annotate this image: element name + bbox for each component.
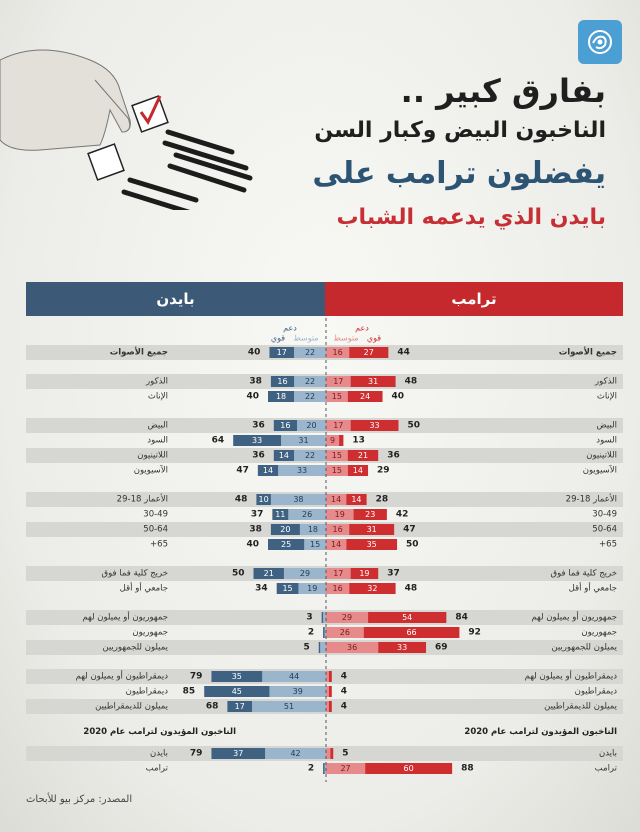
trump-row-label: الأعمار 18-29 <box>565 494 617 505</box>
trump-total-label: 42 <box>395 509 409 520</box>
biden-total-label: 79 <box>189 748 203 759</box>
biden-strong-label: 25 <box>281 540 292 549</box>
trump-header: ترامب <box>325 282 623 316</box>
biden-strong-label: 35 <box>231 672 242 681</box>
trump-strong-label: 66 <box>406 628 417 637</box>
trump-row-label: 30-49 <box>592 509 617 520</box>
biden-row-label: جامعي أو أقل <box>119 583 168 594</box>
biden-lean-label: 26 <box>302 510 313 519</box>
trump-strong-bar <box>329 671 332 682</box>
trump-lean-label: 14 <box>331 540 342 549</box>
trump-lean-label: 29 <box>341 613 353 622</box>
trump-lean-label: 15 <box>331 392 342 401</box>
biden-total-label: 38 <box>249 524 262 535</box>
trump-strong-label: 35 <box>366 540 377 549</box>
biden-total-label: 40 <box>247 347 261 358</box>
biden-total-label: 85 <box>182 686 196 697</box>
biden-row-label: جمهوريون <box>132 627 168 638</box>
trump-row-label: ديمقراطيون أو يميلون لهم <box>524 671 617 682</box>
trump-lean-label: 16 <box>332 348 343 357</box>
biden-total-label: 36 <box>252 420 265 431</box>
section2-title-trump: الناخبون المؤيدون لترامب عام 2020 <box>464 727 617 737</box>
trump-total-label: 4 <box>340 686 348 697</box>
trump-strong-label: 21 <box>357 451 369 460</box>
biden-row-label: الآسيويون <box>133 465 168 476</box>
biden-row-label: يميلون للديمقراطيين <box>95 701 168 712</box>
trump-row-label: خريج كلية فما فوق <box>550 568 617 579</box>
trump-total-label: 4 <box>340 701 348 712</box>
trump-total-label: 84 <box>455 612 468 623</box>
biden-strong-label: 21 <box>263 569 274 578</box>
biden-total-label: 37 <box>250 509 264 520</box>
biden-row-label: ترامب <box>145 763 168 774</box>
biden-total-label: 47 <box>236 465 249 476</box>
trump-strong-label: 24 <box>360 392 371 401</box>
biden-row-label: جميع الأصوات <box>109 347 168 358</box>
biden-row-label: السود <box>147 435 168 446</box>
trump-strong-label: 23 <box>365 510 376 519</box>
trump-legend-lean: متوسط <box>333 333 359 343</box>
trump-row-label: 65+ <box>599 539 617 550</box>
trump-lean-label: 17 <box>333 421 344 430</box>
biden-strong-label: 11 <box>275 510 286 519</box>
trump-lean-label: 15 <box>331 451 342 460</box>
trump-total-label: 40 <box>391 391 405 402</box>
biden-lean-label: 22 <box>304 377 316 386</box>
trump-strong-bar <box>339 435 343 446</box>
trump-lean-label: 16 <box>332 584 343 593</box>
trump-strong-label: 27 <box>363 348 374 357</box>
source-note: المصدر: مركز بيو للأبحاث <box>26 794 133 805</box>
trump-total-label: 50 <box>406 539 419 550</box>
biden-strong-label: 37 <box>233 749 244 758</box>
biden-strong-label: 15 <box>282 584 293 593</box>
biden-strong-label: 45 <box>231 687 242 696</box>
biden-lean-label: 15 <box>310 540 321 549</box>
biden-row-label: 30-49 <box>143 509 168 520</box>
biden-strong-label: 14 <box>262 466 274 475</box>
biden-total-label: 2 <box>307 627 315 638</box>
biden-total-label: 5 <box>303 642 310 653</box>
trump-strong-label: 32 <box>367 584 378 593</box>
trump-row-label: ديمقراطيون <box>574 686 617 697</box>
trump-legend-strong: قوي <box>366 333 382 343</box>
biden-strong-label: 33 <box>252 436 263 445</box>
trump-lean-label: 17 <box>333 569 344 578</box>
biden-row-label: ديمقراطيون <box>125 686 168 697</box>
biden-total-label: 64 <box>211 435 225 446</box>
biden-lean-label: 38 <box>293 495 304 504</box>
trump-total-label: 48 <box>404 376 418 387</box>
trump-row-label: جمهوريون <box>581 627 617 638</box>
trump-total-label: 47 <box>403 524 416 535</box>
trump-row-label: الإناث <box>596 391 617 402</box>
trump-strong-bar <box>330 748 333 759</box>
biden-lean-label: 33 <box>296 466 308 475</box>
trump-total-label: 48 <box>404 583 418 594</box>
trump-row-label: يميلون للديمقراطيين <box>544 701 617 712</box>
trump-total-label: 50 <box>407 420 421 431</box>
biden-lean-label: 22 <box>304 451 316 460</box>
biden-strong-label: 20 <box>280 525 291 534</box>
biden-strong-bar <box>323 627 324 638</box>
trump-total-label: 69 <box>435 642 448 653</box>
trump-strong-bar <box>329 686 332 697</box>
trump-strong-bar <box>329 701 332 712</box>
trump-total-label: 88 <box>461 763 474 774</box>
headline-line2: الناخبون البيض وكبار السن <box>314 118 606 143</box>
trump-total-label: 37 <box>387 568 400 579</box>
biden-total-label: 48 <box>234 494 248 505</box>
trump-strong-label: 33 <box>397 643 408 652</box>
headline-line4: بايدن الذي يدعمه الشباب <box>336 205 606 230</box>
headline-line3: يفضلون ترامب على <box>312 156 606 191</box>
biden-strong-label: 18 <box>275 392 287 401</box>
trump-lean-label: 15 <box>331 466 342 475</box>
trump-row-label: يميلون للجمهوريين <box>551 642 617 653</box>
biden-header: بايدن <box>26 282 325 316</box>
trump-total-label: 5 <box>342 748 349 759</box>
biden-row-label: الإناث <box>147 391 168 402</box>
section2-title-biden: الناخبون المؤيدون لترامب عام 2020 <box>83 727 236 737</box>
biden-row-label: خريج كلية فما فوق <box>101 568 168 579</box>
biden-lean-label: 22 <box>304 392 316 401</box>
trump-lean-label: 36 <box>347 643 358 652</box>
trump-lean-label: 17 <box>333 377 344 386</box>
biden-total-label: 36 <box>252 450 265 461</box>
biden-total-label: 34 <box>255 583 268 594</box>
trump-total-label: 44 <box>397 347 410 358</box>
biden-total-label: 50 <box>231 568 245 579</box>
biden-lean-label: 29 <box>299 569 311 578</box>
trump-row-label: جامعي أو أقل <box>568 583 617 594</box>
biden-row-label: اللاتينيون <box>137 450 168 461</box>
biden-total-label: 68 <box>205 701 219 712</box>
trump-row-label: السود <box>596 435 617 446</box>
biden-lean-label: 44 <box>289 672 300 681</box>
biden-lean-label: 39 <box>292 687 303 696</box>
trump-lean-bar <box>326 748 330 759</box>
trump-lean-label: 26 <box>339 628 350 637</box>
biden-lean-label: 42 <box>290 749 301 758</box>
biden-lean-label: 18 <box>307 525 319 534</box>
biden-row-label: جمهوريون أو يميلون لهم <box>82 612 168 623</box>
biden-row-label: بايدن <box>149 748 168 759</box>
trump-strong-label: 60 <box>403 764 414 773</box>
trump-row-label: الذكور <box>595 376 617 387</box>
biden-strong-bar <box>319 642 320 653</box>
biden-strong-bar <box>323 763 324 774</box>
biden-total-label: 38 <box>249 376 262 387</box>
trump-row-label: جميع الأصوات <box>558 347 617 358</box>
biden-lean-label: 51 <box>283 702 295 711</box>
trump-total-label: 29 <box>377 465 390 476</box>
biden-strong-label: 17 <box>234 702 245 711</box>
biden-legend-title: دعم <box>283 323 297 333</box>
biden-row-label: ديمقراطيون أو يميلون لهم <box>75 671 168 682</box>
trump-row-label: ترامب <box>594 763 617 774</box>
biden-lean-label: 22 <box>304 348 316 357</box>
biden-total-label: 79 <box>189 671 203 682</box>
trump-row-label: الآسيويون <box>582 465 617 476</box>
biden-strong-bar <box>322 612 323 623</box>
biden-row-label: الأعمار 18-29 <box>116 494 168 505</box>
biden-strong-label: 17 <box>276 348 287 357</box>
biden-strong-label: 16 <box>277 377 288 386</box>
biden-total-label: 40 <box>246 391 259 402</box>
biden-legend-lean: متوسط <box>293 333 319 343</box>
biden-strong-label: 14 <box>278 451 290 460</box>
biden-lean-bar <box>320 642 326 653</box>
biden-strong-label: 10 <box>258 495 269 504</box>
trump-total-label: 28 <box>375 494 389 505</box>
trump-total-label: 4 <box>340 671 348 682</box>
trump-lean-label: 19 <box>334 510 345 519</box>
trump-strong-label: 31 <box>366 525 377 534</box>
biden-lean-label: 19 <box>307 584 318 593</box>
biden-legend-strong: قوي <box>270 333 286 343</box>
trump-legend-title: دعم <box>355 323 369 333</box>
trump-lean-label: 16 <box>332 525 343 534</box>
trump-lean-label: 27 <box>340 764 351 773</box>
trump-row-label: 50-64 <box>592 524 617 535</box>
biden-lean-label: 31 <box>298 436 309 445</box>
trump-row-label: اللاتينيون <box>586 450 617 461</box>
biden-total-label: 40 <box>246 539 259 550</box>
trump-row-label: البيض <box>596 420 617 431</box>
biden-total-label: 3 <box>306 612 313 623</box>
biden-total-label: 2 <box>307 763 315 774</box>
trump-total-label: 92 <box>468 627 481 638</box>
headline-line1: بفارق كبير .. <box>400 72 606 110</box>
trump-strong-label: 54 <box>402 613 413 622</box>
trump-strong-label: 14 <box>351 495 362 504</box>
biden-row-label: 50-64 <box>143 524 168 535</box>
trump-strong-label: 14 <box>352 466 363 475</box>
biden-row-label: 65+ <box>150 539 168 550</box>
trump-row-label: جمهوريون أو يميلون لهم <box>531 612 617 623</box>
biden-row-label: البيض <box>147 420 168 431</box>
trump-row-label: بايدن <box>598 748 617 759</box>
trump-total-label: 36 <box>387 450 400 461</box>
trump-strong-label: 31 <box>368 377 379 386</box>
biden-lean-label: 20 <box>306 421 317 430</box>
trump-strong-label: 33 <box>369 421 380 430</box>
biden-strong-label: 16 <box>280 421 291 430</box>
trump-lean-label: 14 <box>331 495 342 504</box>
biden-row-label: الذكور <box>146 376 168 387</box>
trump-strong-label: 19 <box>359 569 370 578</box>
trump-lean-label: 9 <box>329 436 336 445</box>
trump-total-label: 13 <box>352 435 365 446</box>
biden-row-label: يميلون للجمهوريين <box>102 642 168 653</box>
